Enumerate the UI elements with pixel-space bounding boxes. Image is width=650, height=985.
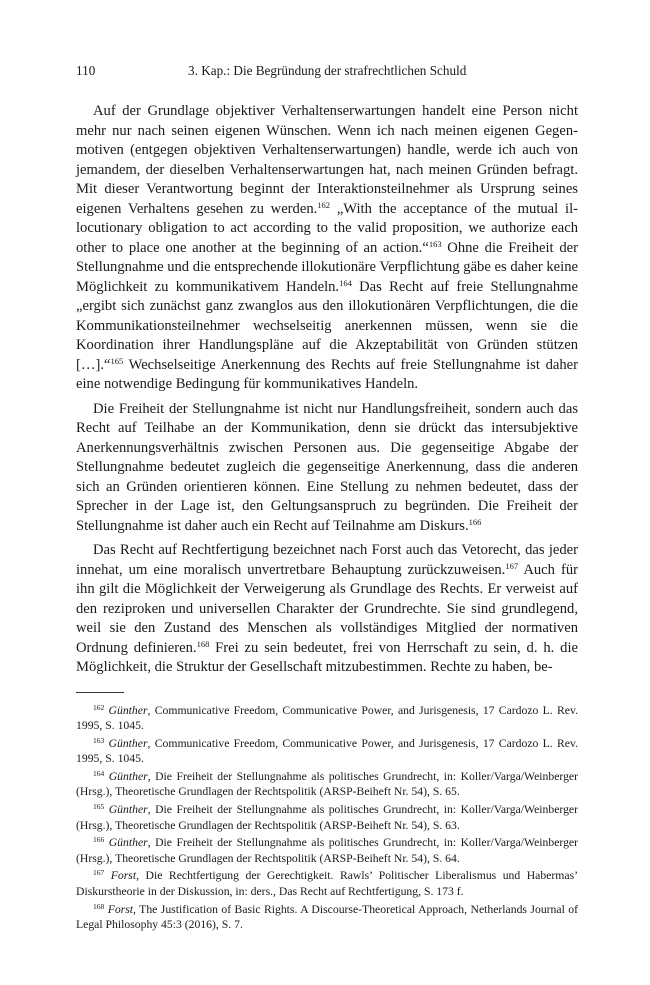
text-run: , Communicative Freedom, Communicative Power, and Jurisgenesis, 17 Cardozo L. Rev. 1995, S. 1045.: [76, 703, 579, 733]
author-name: Günther: [108, 803, 148, 817]
footnote: [76, 902, 578, 933]
footnote-marker: 166: [468, 516, 482, 527]
footnote: [76, 736, 578, 767]
footnote: [76, 802, 578, 833]
page-number: 110: [76, 63, 96, 78]
footnote-marker: 164: [339, 277, 352, 288]
footnote-marker: 163: [93, 735, 105, 745]
text-run: Wechselseitige Anerkennung des Rechts auf freie Stellungnahme ist daher eine notwendige Bedingung für kommunikatives Handeln.: [76, 356, 578, 392]
footnote: [76, 868, 578, 899]
footnote: [76, 769, 578, 800]
text-run: , The Justification of Basic Rights. A Discourse-Theoretical Approach, Netherlands Journal of Legal Philosophy 45:3 (2016), S. 7.: [76, 902, 579, 932]
text-run: , Die Rechtfertigung der Gerechtigkeit. Rawls’ Politischer Liberalismus und Habermas’ Diskurstheorie in der Diskussion, in: ders., Das Recht auf Rechtfertigung, S. 173 f.: [76, 869, 579, 899]
footnotes: [76, 703, 578, 933]
author-name: Günther: [108, 736, 148, 750]
footnote-divider: [76, 692, 124, 693]
footnote-marker: 165: [93, 802, 105, 812]
author-name: Forst: [110, 869, 137, 883]
paragraph: [76, 400, 578, 537]
paragraph: [76, 541, 578, 678]
author-name: Günther: [108, 836, 148, 850]
text-run: , Communicative Freedom, Communicative Power, and Jurisgenesis, 17 Cardozo L. Rev. 1995, S. 1045.: [76, 736, 579, 766]
text-run: Das Recht auf Rechtfertigung bezeichnet nach Forst auch das Vetorecht, das jeder innehat, um eine moralisch unvertretbare Behauptung zurückzuweisen.: [76, 542, 578, 578]
text-run: Frei zu sein bedeutet, frei von Herrschaft zu sein, d. h. die Möglichkeit, die Struktur der Gesellschaft mitzubestimmen. Rechte zu haben, be-: [76, 639, 578, 675]
author-name: Günther: [108, 769, 148, 783]
footnote: [76, 835, 578, 866]
footnote-marker: 165: [110, 355, 124, 366]
paragraph: [76, 102, 578, 395]
text-run: Auf der Grundlage objektiver Verhaltenserwartungen handelt eine Person nicht mehr nur nach seinen eigenen Wünschen. Wenn ich nach meinen eigenen Gegenmotiven (entgegen objektiven Verhaltenserwartungen) handle, werde ich auch von jemandem, der dieselben Verhaltenserwartungen hat, nach meinen Gründen befragt. Mit dieser Verantwortung beginnt der Interaktionsteilnehmer als Ursprung seines eigenen Verhaltens gesehen zu werden.: [76, 103, 578, 217]
text-run: , Die Freiheit der Stellungnahme als politisches Grundrecht, in: Koller/Varga/​Weinberger (Hrsg.), Theoretische Grundlagen der Rechtspolitik (ARSP-Beiheft Nr. 54), S. 63.: [76, 803, 579, 832]
footnote-marker: 167: [505, 560, 519, 571]
text-run: Ohne die Freiheit der Stellungnahme und die entsprechende illokutionäre Verpflichtung gäbe es daher keine Möglichkeit zu kommunikativem Handeln.: [76, 239, 578, 295]
text-run: , Die Freiheit der Stellungnahme als politisches Grundrecht, in: Koller/Varga/​Weinberger (Hrsg.), Theoretische Grundlagen der Rechtspolitik (ARSP-Beiheft Nr. 54), S. 65.: [76, 769, 579, 799]
author-name: Forst: [107, 902, 134, 916]
text-run: „With the acceptance of the mutual illocutionary obligation to act according to the valid proposition, we authorize each other to place one another at the beginning of an action.“: [76, 200, 578, 256]
footnote-marker: 162: [93, 702, 105, 712]
footnote-marker: 168: [93, 901, 105, 911]
footnote-marker: 168: [196, 638, 210, 649]
chapter-title: 3. Kap.: Die Begründung der strafrechtlichen Schuld: [188, 63, 467, 78]
footnote: [76, 703, 578, 734]
footnote-marker: 164: [93, 768, 105, 778]
text-run: , Die Freiheit der Stellungnahme als politisches Grundrecht, in: Koller/Varga/​Weinberger (Hrsg.), Theoretische Grundlagen der Rechtspolitik (ARSP-Beiheft Nr. 54), S. 64.: [76, 836, 579, 865]
body-text: [76, 102, 578, 678]
text-run: Das Recht auf freie Stellungnahme „ergibt sich zunächst ganz zwanglos aus den illokutionären Verpflichtungen, die die Kommunikationsteilnehmer wechselseitig anerkennen müssen, wenn sie die Koordination ihrer Handlungspläne auf die Akzeptabilität von Gründen stützen […].“: [76, 278, 578, 373]
footnote-marker: 162: [317, 199, 331, 210]
footnote-marker: 166: [93, 835, 105, 845]
text-run: Auch für ihn gilt die Möglichkeit der Verweigerung als Grundlage des Rechts. Er verweist auf den reziproken und universellen Charakter der Grundrechte. Sie sind grundlegend, weil sie den Zustand des Menschen als vollständiges Mitglied der normativen Ordnung definieren.: [76, 561, 578, 656]
running-head: [76, 60, 578, 82]
text-run: Die Freiheit der Stellungnahme ist nicht nur Handlungsfreiheit, sondern auch das Recht auf Teilhabe an der Kommunikation, denn sie drückt das intersubjektive Anerkennungsverhältnis zwischen Personen aus. Die gegenseitige Abgabe der Stellungnahme bedeutet zugleich die gegenseitige Anerkennung, dass die anderen sich an Gründen orientieren können. Eine Stellung zu nehmen bedeutet, dass der Sprecher in der Lage ist, den Geltungsanspruch zu begründen. Die Freiheit der Stellungnahme ist daher auch ein Recht auf Teilnahme am Diskurs.: [76, 400, 578, 534]
document-page: [76, 60, 578, 935]
footnote-marker: 167: [93, 868, 105, 878]
author-name: Günther: [108, 703, 148, 717]
footnote-marker: 163: [428, 238, 442, 249]
